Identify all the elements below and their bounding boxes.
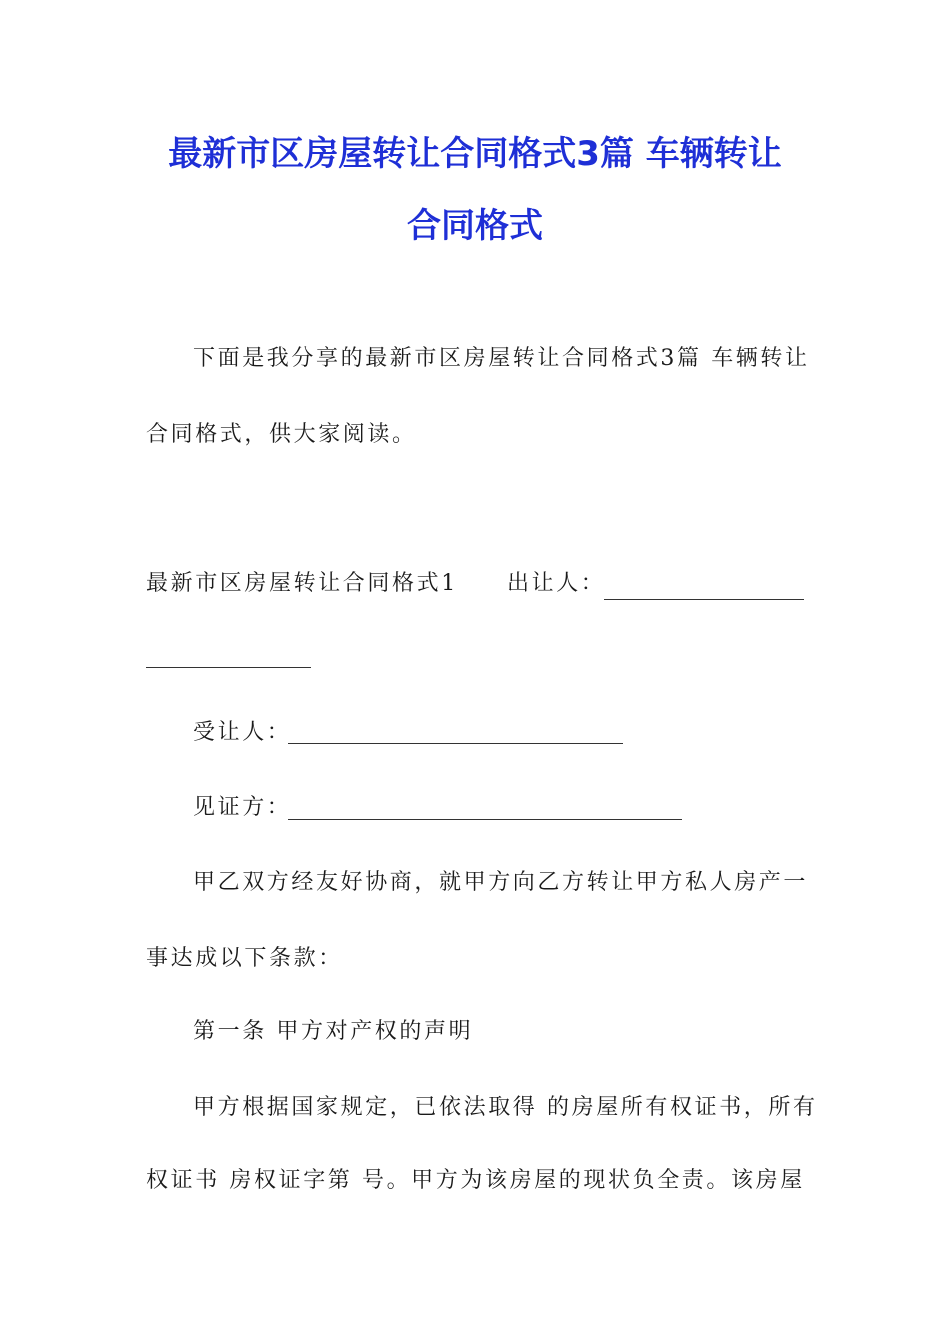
witness-label: 见证方： xyxy=(193,795,292,820)
para2-line-1: 甲方根据国家规定，已依法取得 的房屋所有权证书，所有 xyxy=(193,1095,818,1120)
intro-line-2: 合同格式，供大家阅读。 xyxy=(146,422,417,447)
para1-line-1: 甲乙双方经友好协商，就甲方向乙方转让甲方私人房产一 xyxy=(193,870,809,895)
buyer-label: 受让人： xyxy=(193,720,292,745)
seller-blank-line xyxy=(604,598,804,600)
document-title-line-1: 最新市区房屋转让合同格式3篇 车辆转让 xyxy=(168,134,782,174)
seller-blank-continuation xyxy=(146,666,311,668)
article1-heading: 第一条 甲方对产权的声明 xyxy=(193,1019,474,1044)
witness-blank-line xyxy=(288,818,682,820)
contract-heading: 最新市区房屋转让合同格式1 xyxy=(146,571,458,596)
intro-line-1: 下面是我分享的最新市区房屋转让合同格式3篇 车辆转让 xyxy=(193,346,810,371)
buyer-blank-line xyxy=(288,742,623,744)
para1-line-2: 事达成以下条款： xyxy=(146,946,343,971)
para2-line-2: 权证书 房权证字第 号。甲方为该房屋的现状负全责。该房屋 xyxy=(146,1168,805,1193)
document-title-line-2: 合同格式 xyxy=(407,206,543,246)
seller-label: 出让人： xyxy=(507,571,606,596)
